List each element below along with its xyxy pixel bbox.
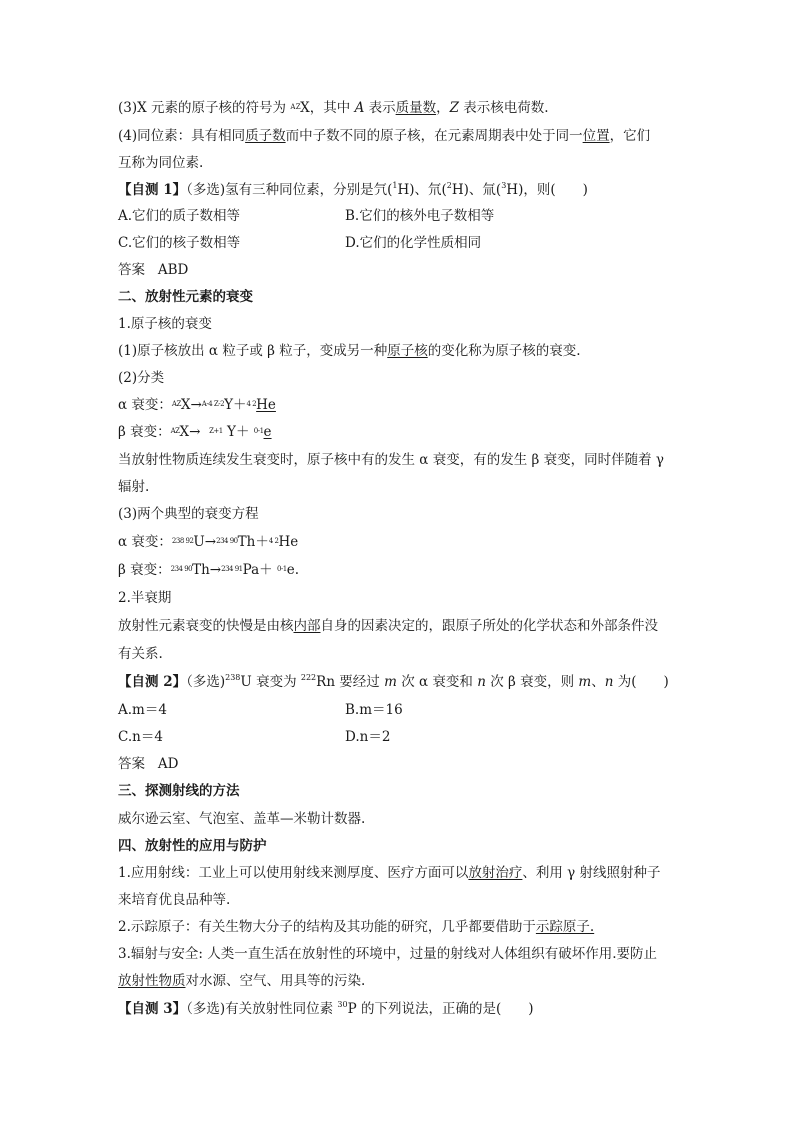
text: 而中子数不同的原子核，在元素周期表中处于同一 <box>285 128 583 144</box>
text: 为( ) <box>613 674 669 690</box>
underlined-term: 放射治疗 <box>468 865 523 881</box>
answer-2 <box>118 755 178 773</box>
underlined-term: 位置 <box>582 128 610 144</box>
beta-decay-example <box>118 561 299 579</box>
option-a: A.它们的质子数相等 <box>118 208 241 224</box>
text: P 的下列说法，正确的是( ) <box>347 1001 534 1017</box>
nuclide-script: 0-1 <box>276 565 287 573</box>
underlined-term: He <box>256 397 276 413</box>
question-1-stem <box>118 181 588 199</box>
underlined-term: 放射性物质 <box>118 973 186 989</box>
text: 的变化称为原子核的衰变. <box>427 343 581 359</box>
text: 次 α 衰变和 <box>396 674 478 690</box>
text: H)、氘( <box>397 182 447 198</box>
nuclide-script: A Z <box>290 103 301 111</box>
text: e. <box>286 562 300 578</box>
text-line: 当放射性物质连续发生衰变时，原子核中有的发生 α 衰变，有的发生 β 衰变，同时伴随着 γ <box>118 452 664 468</box>
text-line: 互称为同位素. <box>118 155 204 171</box>
section-heading: 三、探测射线的方法 <box>118 783 240 799</box>
text: β 衰变： <box>118 424 171 440</box>
text: (1)原子核放出 α 粒子或 β 粒子，变成另一种 <box>118 343 388 359</box>
text: U 衰变为 <box>240 674 301 690</box>
text-line: (2)分类 <box>118 370 165 386</box>
superscript: 1 <box>392 181 398 190</box>
text: （多选) <box>186 674 226 690</box>
text: Y＋ <box>224 397 247 413</box>
underlined-term: 原子核 <box>387 343 428 359</box>
nuclide-script: 238 92 <box>171 537 194 545</box>
superscript: 2 <box>446 181 452 190</box>
text-line <box>118 972 365 990</box>
nuclide-script: 0-1 <box>253 427 264 435</box>
text-line <box>118 617 658 635</box>
text-line <box>118 342 581 360</box>
text: （多选)有关放射性同位素 <box>186 1001 338 1017</box>
text: X→ <box>180 397 202 413</box>
text: ，它们 <box>609 128 651 144</box>
text: α 衰变： <box>118 397 172 413</box>
text: 、 <box>591 674 605 690</box>
section-heading: 四、放射性的应用与防护 <box>118 838 267 854</box>
text: Th→ <box>192 562 222 578</box>
underlined-term: e <box>263 424 272 440</box>
text: A <box>354 100 365 116</box>
text: n <box>477 674 486 690</box>
text: (3)X 元素的原子核的符号为 <box>118 100 291 116</box>
nuclide-script: AZ <box>170 427 180 435</box>
nuclide-script: 4 2 <box>268 537 279 545</box>
text: X，其中 <box>300 100 355 116</box>
text-line: (3)两个典型的衰变方程 <box>118 506 259 522</box>
text: 对水源、空气、用具等的污染. <box>185 973 366 989</box>
nuclide-script: 4 2 <box>246 400 257 408</box>
option-d: D.n＝2 <box>345 729 391 745</box>
nuclide-script: 234 90 <box>170 565 193 573</box>
subheading: 1.原子核的衰变 <box>118 316 212 332</box>
text: 自身的因素决定的，跟原子所处的化学状态和外部条件没 <box>320 618 658 634</box>
superscript: 238 <box>225 673 241 682</box>
text: ， <box>436 100 450 116</box>
text: U→ <box>193 534 217 550</box>
text-line-symbol <box>118 99 549 117</box>
text-line: 辐射. <box>118 479 150 495</box>
text: 放射性元素衰变的快慢是由核 <box>118 618 294 634</box>
question-2-stem <box>118 673 669 691</box>
answer-label: 答案 <box>118 262 145 278</box>
text: Rn 要经过 <box>316 674 385 690</box>
text-line: 3.辐射与安全: 人类一直生活在放射性的环境中，过量的射线对人体组织有破坏作用.要防止 <box>118 946 658 962</box>
text: m <box>578 674 592 690</box>
alpha-decay-example <box>118 533 298 551</box>
question-3-stem <box>118 1000 534 1018</box>
text: He <box>278 534 299 550</box>
text-line <box>118 864 661 882</box>
text-line <box>118 918 594 936</box>
text: Z <box>449 100 459 116</box>
text: H)、氚( <box>451 182 502 198</box>
text: Y＋ <box>227 424 250 440</box>
option-a: A.m＝4 <box>118 702 167 718</box>
option-c: C.n＝4 <box>118 729 163 745</box>
answer-label: 答案 <box>118 756 145 772</box>
text-line: 威尔逊云室、气泡室、盖革—米勒计数器. <box>118 811 366 827</box>
text: （多选)氢有三种同位素，分别是氕( <box>186 182 393 198</box>
section-heading: 二、放射性元素的衰变 <box>118 289 253 305</box>
option-c: C.它们的核子数相等 <box>118 235 241 251</box>
question-label: 【自测 1】 <box>118 182 187 198</box>
answer-value: ABD <box>157 262 189 278</box>
text: 表示核电荷数. <box>459 100 549 116</box>
nuclide-script: A-4 Z-2 <box>201 400 225 408</box>
text: 1.应用射线：工业上可以使用射线来测厚度、医疗方面可以 <box>118 865 469 881</box>
question-label: 【自测 3】 <box>118 1001 187 1017</box>
beta-decay-general <box>118 423 272 441</box>
subheading: 2.半衰期 <box>118 590 172 606</box>
text: (4)同位素：具有相同 <box>118 128 246 144</box>
underlined-term: 质量数 <box>395 100 437 116</box>
text: α 衰变： <box>118 534 172 550</box>
superscript: 30 <box>337 1000 348 1009</box>
nuclide-script: Z+1 <box>209 427 223 435</box>
text: Pa＋ <box>242 562 273 578</box>
option-b: B.m＝16 <box>345 702 403 718</box>
underlined-term: 内部 <box>293 618 321 634</box>
text: β 衰变： <box>118 562 171 578</box>
answer-1 <box>118 261 188 279</box>
nuclide-script: AZ <box>171 400 181 408</box>
text: 表示 <box>364 100 396 116</box>
text: 、利用 γ 射线照射种子 <box>522 865 661 881</box>
question-label: 【自测 2】 <box>118 674 187 690</box>
option-b: B.它们的核外电子数相等 <box>345 208 495 224</box>
text: n <box>604 674 614 690</box>
text: Th＋ <box>237 534 269 550</box>
nuclide-script: 234 91 <box>221 565 243 573</box>
text-line: 有关系. <box>118 646 163 662</box>
superscript: 222 <box>300 673 317 682</box>
alpha-decay-general <box>118 396 276 414</box>
text: 2.示踪原子：有关生物大分子的结构及其功能的研究，几乎都要借助于 <box>118 919 536 935</box>
underlined-term: 质子数 <box>245 128 286 144</box>
underlined-term: 示踪原子. <box>535 919 595 935</box>
option-d: D.它们的化学性质相同 <box>345 235 482 251</box>
text: H)，则( ) <box>506 182 588 198</box>
text: m <box>384 674 397 690</box>
nuclide-script: 234 90 <box>216 537 238 545</box>
text: 次 β 衰变，则 <box>485 674 579 690</box>
text: X→ <box>179 424 201 440</box>
answer-value: AD <box>157 756 179 772</box>
text-line-isotope <box>118 127 650 145</box>
text-line: 来培育优良品种等. <box>118 892 231 908</box>
superscript: 3 <box>501 181 507 190</box>
